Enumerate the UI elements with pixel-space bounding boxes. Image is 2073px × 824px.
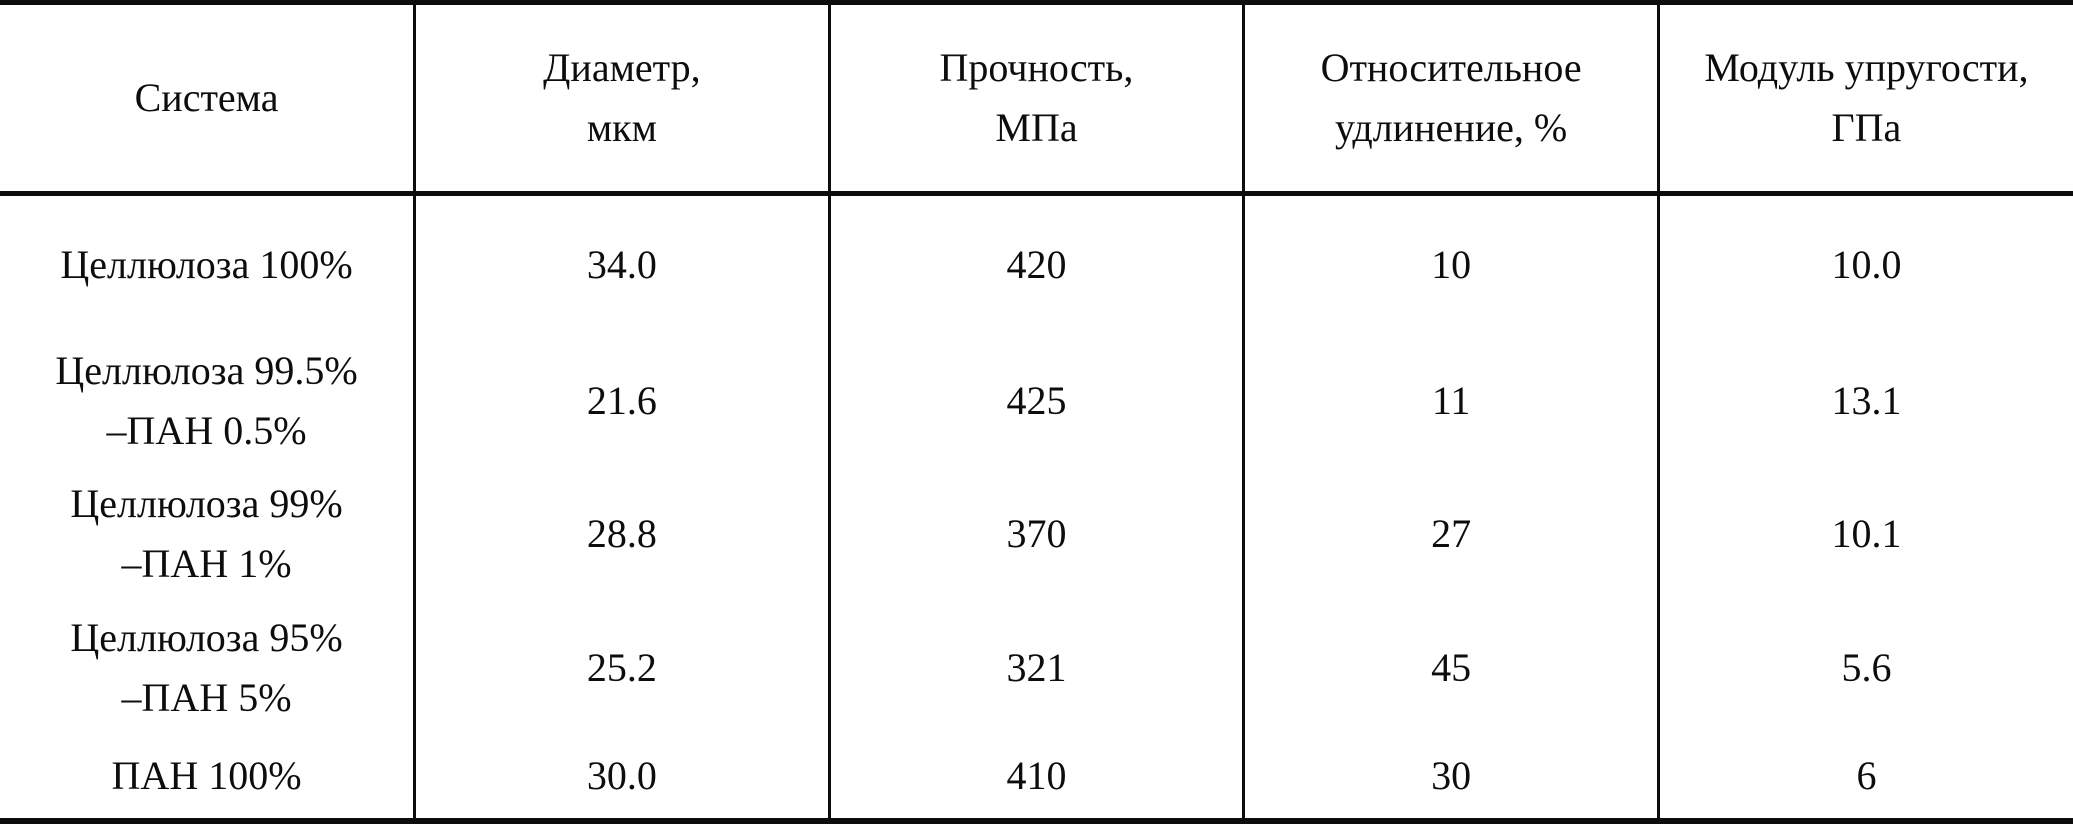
cell-modulus: 5.6 [1658,601,2073,734]
header-strength-line1: Прочность, [939,45,1134,90]
table-row [0,194,2073,335]
system-name-line1: ПАН 100% [111,753,302,799]
cell-system [0,734,415,821]
cell-diameter: 28.8 [415,468,830,601]
system-name-line2: –ПАН 5% [121,674,292,720]
table-row [0,734,2073,821]
cell-elongation: 11 [1244,335,1659,468]
cell-system [0,601,415,734]
cell-diameter: 30.0 [415,734,830,821]
table-header-row [0,3,2073,194]
header-system-line1: Система [134,75,279,120]
col-header-modulus [1658,3,2073,194]
table-row [0,468,2073,601]
cell-strength: 420 [829,194,1244,335]
header-modulus-line1: Модуль упругости, [1704,45,2029,90]
header-modulus-line2: ГПа [1831,105,1902,150]
table-row [0,601,2073,734]
cell-diameter: 21.6 [415,335,830,468]
cell-diameter: 34.0 [415,194,830,335]
cell-elongation: 45 [1244,601,1659,734]
system-name-line2: –ПАН 0.5% [106,408,307,454]
cell-strength: 410 [829,734,1244,821]
cell-elongation: 30 [1244,734,1659,821]
header-diameter-line1: Диаметр, [543,45,701,90]
cell-system [0,468,415,601]
system-name-line1: Целлюлоза 95% [70,614,343,660]
cell-modulus: 10.0 [1658,194,2073,335]
col-header-strength [829,3,1244,194]
cell-strength: 321 [829,601,1244,734]
cell-diameter: 25.2 [415,601,830,734]
system-name-line1: Целлюлоза 99.5% [55,348,358,394]
system-name-line1: Целлюлоза 100% [60,242,353,288]
cell-elongation: 27 [1244,468,1659,601]
table-row [0,335,2073,468]
cell-strength: 425 [829,335,1244,468]
col-header-diameter [415,3,830,194]
cell-modulus: 10.1 [1658,468,2073,601]
system-name-line2: –ПАН 1% [121,541,292,587]
header-strength-line2: МПа [995,105,1078,150]
cell-modulus: 6 [1658,734,2073,821]
header-elongation-line1: Относительное [1320,45,1582,90]
cell-system [0,194,415,335]
cell-elongation: 10 [1244,194,1659,335]
cell-strength: 370 [829,468,1244,601]
cell-modulus: 13.1 [1658,335,2073,468]
col-header-elongation [1244,3,1659,194]
system-name-line1: Целлюлоза 99% [70,481,343,527]
col-header-system [0,3,415,194]
header-diameter-line2: мкм [586,105,657,150]
cell-system [0,335,415,468]
header-elongation-line2: удлинение, % [1334,105,1568,150]
